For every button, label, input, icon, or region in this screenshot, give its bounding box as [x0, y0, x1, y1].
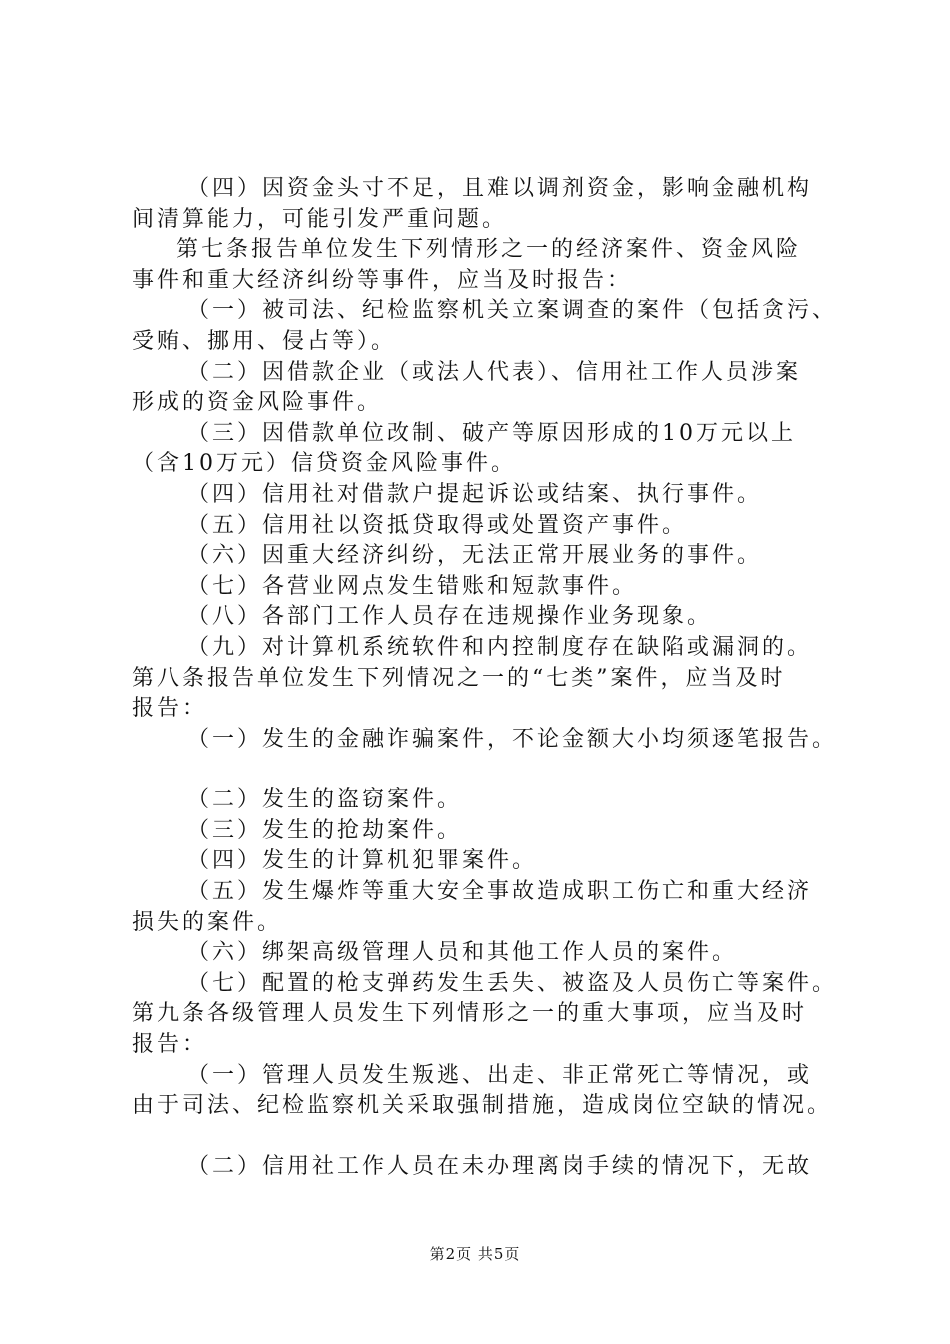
paragraph-line: （五）发生爆炸等重大安全事故造成职工伤亡和重大经济: [187, 879, 813, 905]
paragraph-line: 间清算能力，可能引发严重问题。: [132, 206, 508, 232]
paragraph-line: 损失的案件。: [132, 909, 283, 935]
paragraph-line: （一）管理人员发生叛逃、出走、非正常死亡等情况，或: [187, 1062, 813, 1088]
paragraph-line: （九）对计算机系统软件和内控制度存在缺陷或漏洞的。: [187, 634, 813, 660]
paragraph-line: （八）各部门工作人员存在违规操作业务现象。: [187, 604, 713, 630]
paragraph-line: （二）信用社工作人员在未办理离岗手续的情况下，无故: [187, 1153, 813, 1179]
paragraph-line: （四）发生的计算机犯罪案件。: [187, 848, 538, 874]
paragraph-line: （三）发生的抢劫案件。: [187, 817, 463, 843]
document-body: [132, 174, 862, 1182]
paragraph-line: （六）因重大经济纠纷，无法正常开展业务的事件。: [187, 543, 763, 569]
paragraph-line: 事件和重大经济纠纷等事件，应当及时报告：: [132, 267, 633, 293]
paragraph-line: 报告：: [132, 1032, 208, 1058]
paragraph-line: 形成的资金风险事件。: [132, 390, 383, 416]
page-number-footer: 第2页 共5页: [429, 1245, 521, 1263]
paragraph-line: （含10万元）信贷资金风险事件。: [132, 451, 516, 477]
paragraph-line: （四）信用社对借款户提起诉讼或结案、执行事件。: [187, 481, 763, 507]
paragraph-line: （六）绑架高级管理人员和其他工作人员的案件。: [187, 940, 738, 966]
paragraph-line: 第九条各级管理人员发生下列情形之一的重大事项，应当及时: [132, 1001, 808, 1027]
paragraph-line: （七）各营业网点发生错账和短款事件。: [187, 573, 638, 599]
paragraph-line: （一）发生的金融诈骗案件，不论金额大小均须逐笔报告。: [187, 726, 838, 752]
blank-line: [132, 755, 862, 785]
paragraph-line: 第七条报告单位发生下列情形之一的经济案件、资金风险: [176, 237, 802, 263]
paragraph-line: （五）信用社以资抵贷取得或处置资产事件。: [187, 512, 688, 538]
blank-line: [132, 1122, 862, 1152]
paragraph-line: （七）配置的枪支弹药发生丢失、被盗及人员伤亡等案件。: [187, 970, 838, 996]
paragraph-line: 由于司法、纪检监察机关采取强制措施，造成岗位空缺的情况。: [132, 1093, 833, 1119]
paragraph-line: 受贿、挪用、侵占等）。: [132, 328, 397, 354]
paragraph-line: 第八条报告单位发生下列情况之一的“七类”案件，应当及时: [132, 665, 786, 691]
paragraph-line: 报告：: [132, 696, 208, 722]
paragraph-line: （四）因资金头寸不足，且难以调剂资金，影响金融机构: [187, 176, 813, 201]
paragraph-line: （二）因借款企业（或法人代表）、信用社工作人员涉案: [187, 359, 802, 385]
paragraph-line: （三）因借款单位改制、破产等原因形成的10万元以上: [187, 420, 796, 446]
paragraph-line: （一）被司法、纪检监察机关立案调查的案件（包括贪污、: [187, 298, 838, 324]
paragraph-line: （二）发生的盗窃案件。: [187, 787, 463, 813]
